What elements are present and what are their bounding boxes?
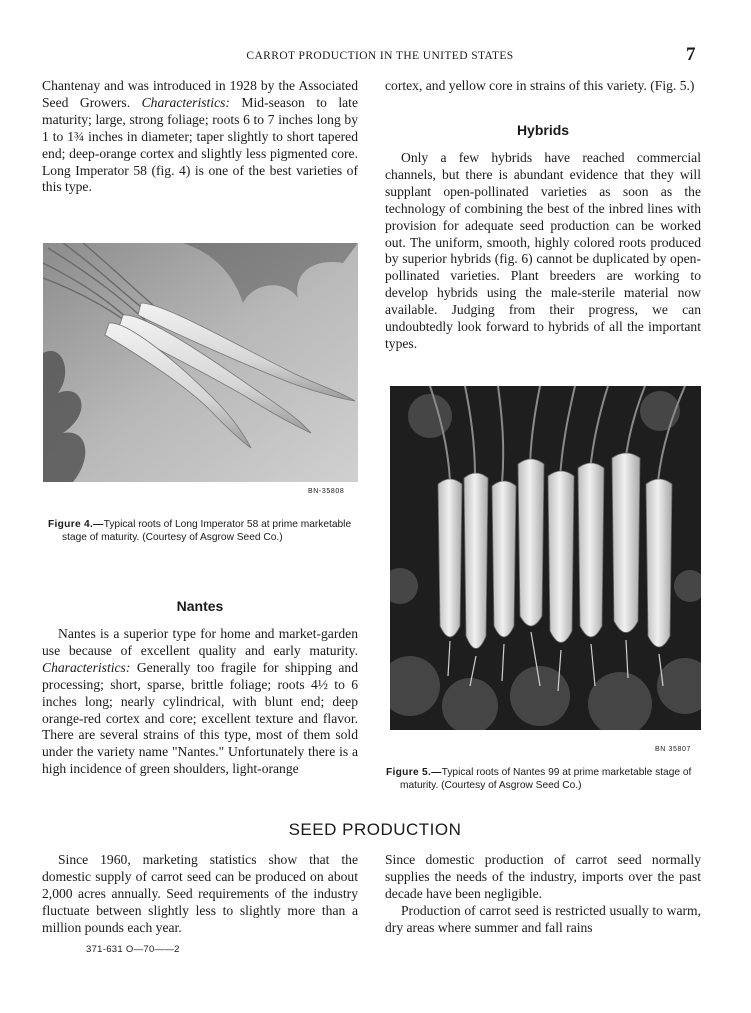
nantes-heading: Nantes bbox=[176, 598, 224, 614]
seed-production-heading: SEED PRODUCTION bbox=[288, 820, 462, 839]
figure-4-photo-id: BN-35808 bbox=[308, 488, 345, 495]
figure-label: Figure 4.— bbox=[48, 519, 104, 530]
text-run: cortex, and yellow core in strains of this variety. (Fig. 5.) bbox=[385, 78, 695, 93]
text-run: Generally too fragile for shipping and processing; short, sparse, brittle foliage; roots 4½ to 6 inches long; nearly cylindrical, with blunt end; deep orange-red cortex and core; excellent texture and flavor. There are several strains of this type, most of them sold under the variety name "Nantes." Unfortunately there is a high incidence of green shoulders, light-orange bbox=[42, 659, 358, 777]
seed-production-right-paragraphs bbox=[385, 852, 701, 937]
hybrids-heading: Hybrids bbox=[516, 122, 570, 138]
chantenay-paragraph-end bbox=[42, 78, 358, 196]
text-run: Chantenay and was introduced in 1928 by the Associated Seed Growers. bbox=[42, 78, 358, 110]
carrot-photo-image bbox=[43, 243, 358, 482]
figure-4-caption bbox=[48, 518, 374, 544]
text-run: Production of carrot seed is restricted usually to warm, dry areas where summer and fall rains bbox=[385, 902, 701, 935]
print-code: 371-631 O—70——2 bbox=[86, 944, 180, 955]
text-run: Nantes is a superior type for home and market-garden use because of excellent quality and early maturity. bbox=[42, 626, 358, 658]
characteristics-label: Characteristics: bbox=[141, 94, 230, 110]
characteristics-label: Characteristics: bbox=[42, 659, 131, 675]
text-run: Since 1960, marketing statistics show that the domestic supply of carrot seed can be produced on about 2,000 acres annually. Seed requirements of the industry fluctuate between slightly less to slightly more than a million pounds each year. bbox=[42, 852, 358, 935]
figure-5-caption bbox=[386, 766, 718, 792]
figure-4-photo bbox=[43, 243, 358, 482]
text-run: Only a few hybrids have reached commercial channels, but there is abundant evidence that they will supplant open-pollinated varieties as soon as the technology of combining the best of the inbred lines with provision for adequate seed production can be worked out. The uniform, smooth, highly colored roots produced by superior hybrids (fig. 6) cannot be duplicated by open-pollinated varieties. Plant breeders are working to develop hybrids using the male-sterile material now available. Judging from their progress, we can undoubtedly look forward to hybrids of all the important types. bbox=[385, 150, 701, 351]
figure-5-photo bbox=[390, 386, 701, 730]
nantes-continuation bbox=[385, 78, 701, 95]
running-header: CARROT PRODUCTION IN THE UNITED STATES bbox=[246, 50, 514, 62]
carrot-photo-image bbox=[390, 386, 701, 730]
caption-text: Typical roots of Long Imperator 58 at prime marketable stage of maturity. (Courtesy of Asgrow Seed Co.) bbox=[62, 519, 352, 543]
page-number: 7 bbox=[686, 44, 696, 65]
hybrids-paragraph bbox=[385, 150, 701, 353]
figure-5-photo-id: BN 35807 bbox=[655, 746, 691, 753]
nantes-paragraph bbox=[42, 626, 358, 778]
text-run: Mid-season to late maturity; large, strong foliage; roots 6 to 7 inches long by 1 to 1¾ inches in diameter; taper slightly to short tapered end; deep-orange cortex and slightly less pigmented core. Long Imperator 58 (fig. 4) is one of the best varieties of this type. bbox=[42, 94, 358, 195]
figure-label: Figure 5.— bbox=[386, 767, 442, 778]
caption-text: Typical roots of Nantes 99 at prime marketable stage of maturity. (Courtesy of Asgrow Seed Co.) bbox=[400, 767, 692, 791]
seed-production-left-paragraph bbox=[42, 852, 358, 937]
text-run: Since domestic production of carrot seed normally supplies the needs of the industry, imports over the past decade have been negligible. bbox=[385, 852, 701, 901]
